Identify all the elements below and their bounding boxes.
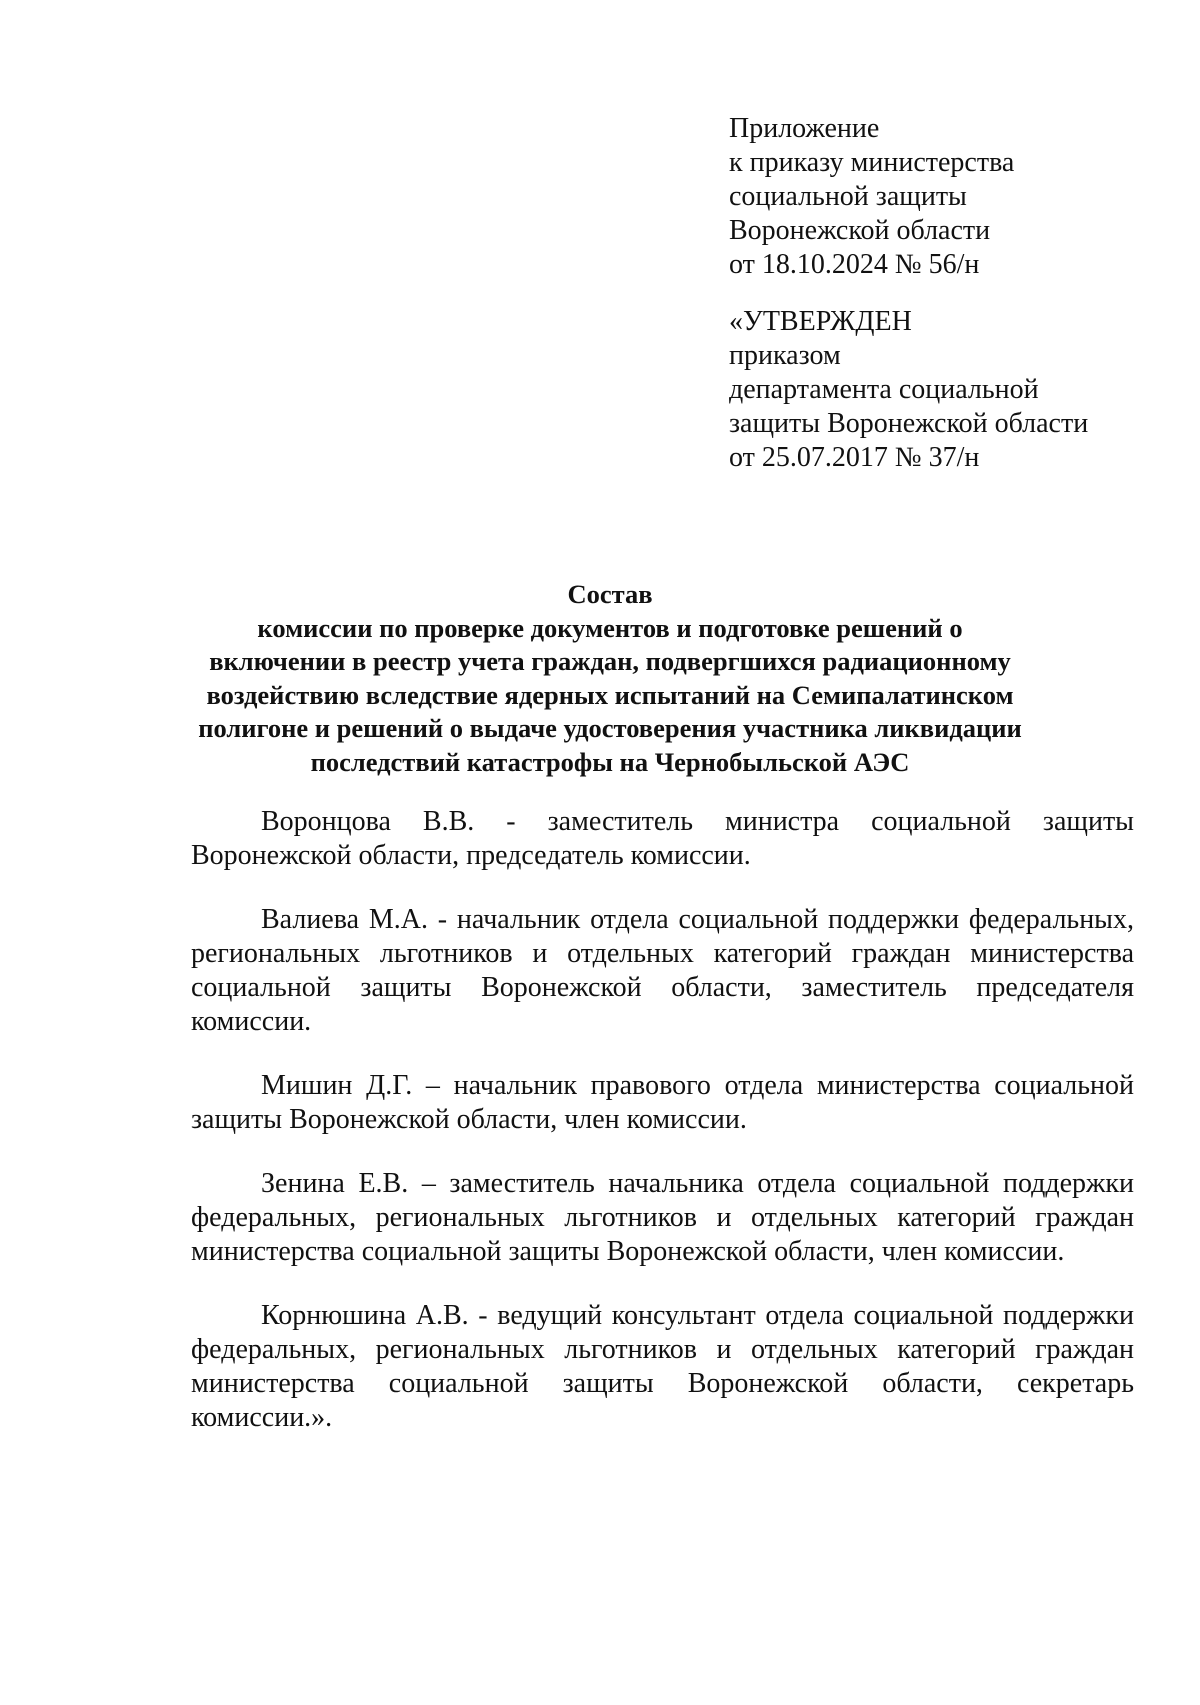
document-title: [170, 578, 1050, 779]
member-entry-secretary: Корнюшина А.В. - ведущий консультант отдела социальной поддержки федеральных, региональных льготников и отдельных категорий граждан министерства социальной защиты Воронежской области, секретарь комиссии.».: [191, 1300, 1134, 1433]
appendix-line: социальной защиты: [729, 181, 967, 212]
appendix-line: Приложение: [729, 113, 880, 144]
approval-line: от 25.07.2017 № 37/н: [729, 442, 980, 473]
approval-stamp-text: [729, 305, 1169, 475]
approval-line: приказом: [729, 340, 841, 371]
appendix-header: [729, 112, 1149, 282]
title-line: комиссии по проверке документов и подготовке решений о: [257, 612, 963, 643]
approval-line: «УТВЕРЖДЕН: [729, 306, 912, 337]
approval-line: защиты Воронежской области: [729, 408, 1089, 439]
member-entry-chair: Воронцова В.В. - заместитель министра социальной защиты Воронежской области, председатель комиссии.: [191, 806, 1134, 871]
title-heading: Состав: [567, 579, 653, 609]
title-line: последствий катастрофы на Чернобыльской АЭС: [310, 746, 910, 777]
approval-line: департамента социальной: [729, 374, 1039, 405]
appendix-line: Воронежской области: [729, 215, 991, 246]
member-entry: Мишин Д.Г. – начальник правового отдела министерства социальной защиты Воронежской области, член комиссии.: [191, 1070, 1134, 1135]
commission-members-list: [191, 805, 1134, 1465]
title-line: полигоне и решений о выдаче удостоверения участника ликвидации: [198, 713, 1022, 743]
appendix-line: от 18.10.2024 № 56/н: [729, 249, 980, 280]
title-line: воздействию вследствие ядерных испытаний на Семипалатинском: [206, 679, 1014, 710]
appendix-line: к приказу министерства: [729, 147, 1015, 178]
member-entry-deputy-chair: Валиева М.А. - начальник отдела социальной поддержки федеральных, региональных льготников и отдельных категорий граждан министерства социальной защиты Воронежской области, заместитель председателя комиссии.: [191, 904, 1134, 1037]
member-entry: Зенина Е.В. – заместитель начальника отдела социальной поддержки федеральных, региональных льготников и отдельных категорий граждан министерства социальной защиты Воронежской области, член комиссии.: [191, 1168, 1134, 1267]
title-line: включении в реестр учета граждан, подвергшихся радиационному: [209, 646, 1011, 676]
